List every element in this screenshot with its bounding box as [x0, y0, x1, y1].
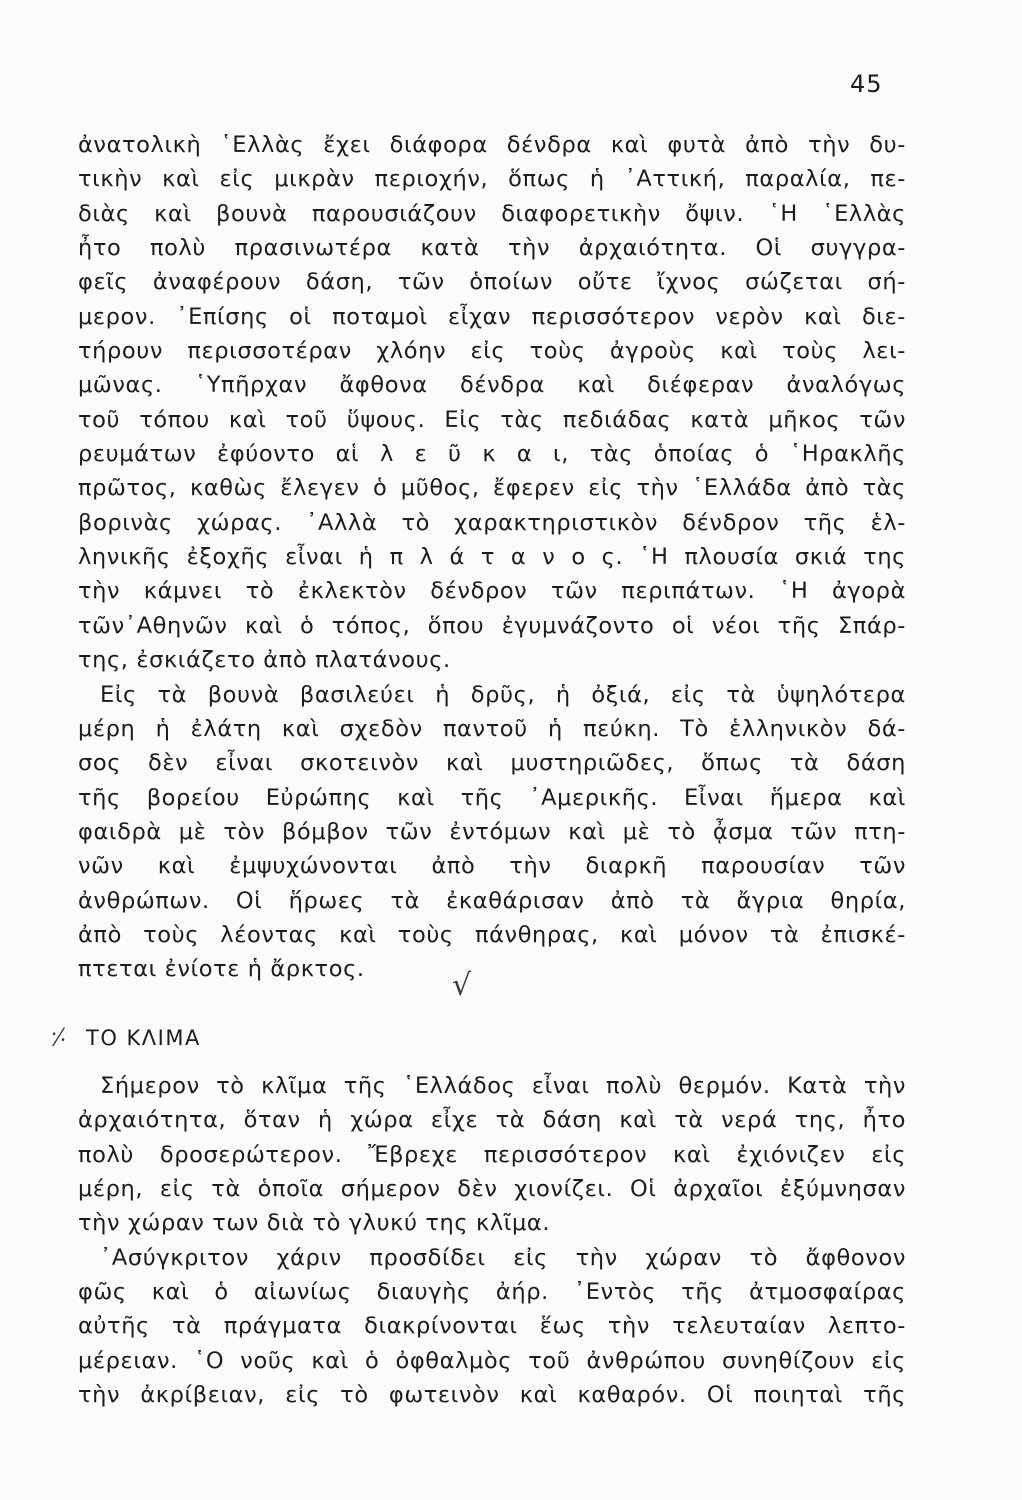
text-line: τήρουν περισσοτέραν χλόην εἰς τοὺς ἀγροὺς καὶ τοὺς λει-: [78, 338, 906, 365]
text-line: ἀρχαιότητα, ὅταν ἡ χώρα εἶχε τὰ δάση καὶ τὰ νερά της, ἦτο: [78, 1107, 906, 1134]
text-line: βορινὰς χώρας. ᾿Αλλὰ τὸ χαρακτηριστικὸν δένδρον τῆς ἑλ-: [78, 509, 906, 536]
section-heading: ΤΟ ΚΛΙΜΑ: [86, 1026, 201, 1050]
text-line: της, ἐσκιάζετο ἀπὸ πλατάνους.: [78, 647, 451, 674]
text-line: ληνικῆς ἐξοχῆς εἶναι ἡ π λ ά τ α ν ο ς. ῾Η πλουσία σκιά της: [78, 544, 906, 571]
text-line: τῆς βορείου Εὐρώπης καὶ τῆς ᾿Αμερικῆς. Εἶναι ἥμερα καὶ: [78, 784, 906, 811]
text-line: πτεται ἐνίοτε ἡ ἄρκτος.: [78, 956, 365, 983]
text-line: τὴν χώραν των διὰ τὸ γλυκύ της κλῖμα.: [78, 1210, 551, 1237]
handwritten-margin-mark: ⸓: [50, 1023, 68, 1053]
text-line: φεῖς ἀναφέρουν δάση, τῶν ὁποίων οὔτε ἴχνος σώζεται σή-: [78, 269, 906, 296]
paragraph-block-vegetation: [78, 128, 906, 987]
text-line: ἀνθρώπων. Οἱ ἥρωες τὰ ἐκαθάρισαν ἀπὸ τὰ ἄγρια θηρία,: [78, 887, 906, 914]
text-line: ἀπὸ τοὺς λέοντας καὶ τοὺς πάνθηρας, καὶ μόνον τὰ ἐπισκέ-: [78, 921, 906, 948]
text-line: μέρη, εἰς τὰ ὁποῖα σήμερον δὲν χιονίζει. Οἱ ἀρχαῖοι ἐξύμνησαν: [78, 1176, 906, 1203]
text-line: ρευμάτων ἐφύοντο αἱ λ ε ῦ κ α ι, τὰς ὁποίας ὁ ῾Ηρακλῆς: [78, 441, 906, 468]
text-line: τοῦ τόπου καὶ τοῦ ὕψους. Εἰς τὰς πεδιάδας κατὰ μῆκος τῶν: [78, 406, 906, 433]
text-line: Σήμερον τὸ κλῖμα τῆς ῾Ελλάδος εἶναι πολὺ θερμόν. Κατὰ τὴν: [100, 1073, 906, 1099]
text-line: φαιδρὰ μὲ τὸν βόμβον τῶν ἐντόμων καὶ μὲ τὸ ᾆσμα τῶν πτη-: [78, 818, 906, 845]
text-line: Εἰς τὰ βουνὰ βασιλεύει ἡ δρῦς, ἡ ὀξιά, εἰς τὰ ὑψηλότερα: [100, 681, 906, 708]
text-line: τὴν κάμνει τὸ ἐκλεκτὸν δένδρον τῶν περιπάτων. ῾Η ἀγορὰ: [78, 578, 906, 605]
text-line: πολὺ δροσερώτερον. Ἔβρεχε περισσότερον καὶ ἐχιόνιζεν εἰς: [78, 1141, 906, 1168]
text-line: πρῶτος, καθὼς ἔλεγεν ὁ μῦθος, ἔφερεν εἰς τὴν ῾Ελλάδα ἀπὸ τὰς: [78, 475, 906, 502]
paragraph-block-climate: [78, 1069, 906, 1412]
text-line: μέρη ἡ ἐλάτη καὶ σχεδὸν παντοῦ ἡ πεύκη. Τὸ ἑλληνικὸν δά-: [78, 715, 906, 742]
text-line: μέρειαν. ῾Ο νοῦς καὶ ὁ ὀφθαλμὸς τοῦ ἀνθρώπου συνηθίζουν εἰς: [78, 1347, 906, 1374]
text-line: τὴν ἀκρίβειαν, εἰς τὸ φωτεινὸν καὶ καθαρόν. Οἱ ποιηταὶ τῆς: [78, 1382, 906, 1409]
text-line: τῶν᾿Αθηνῶν καὶ ὁ τόπος, ὅπου ἐγυμνάζοντο οἱ νέοι τῆς Σπάρ-: [78, 612, 906, 639]
text-line: φῶς καὶ ὁ αἰωνίως διαυγὴς ἀήρ. ᾿Εντὸς τῆς ἀτμοσφαίρας: [78, 1279, 906, 1306]
handwritten-check-mark: √: [452, 968, 472, 1003]
text-line: σος δὲν εἶναι σκοτεινὸν καὶ μυστηριῶδες, ὅπως τὰ δάση: [78, 750, 906, 777]
text-line: ἦτο πολὺ πρασινωτέρα κατὰ τὴν ἀρχαιότητα. Οἱ συγγρα-: [78, 235, 906, 262]
text-line: μῶνας. ῾Υπῆρχαν ἄφθονα δένδρα καὶ διέφεραν ἀναλόγως: [78, 372, 906, 399]
text-line: τικὴν καὶ εἰς μικρὰν περιοχήν, ὅπως ἡ ᾿Αττική, παραλία, πε-: [78, 166, 906, 193]
text-line: νῶν καὶ ἐμψυχώνονται ἀπὸ τὴν διαρκῆ παρουσίαν τῶν: [78, 853, 906, 880]
text-line: διὰς καὶ βουνὰ παρουσιάζουν διαφορετικὴν ὄψιν. ῾Η ῾Ελλὰς: [78, 200, 906, 227]
text-line: ᾿Ασύγκριτον χάριν προσδίδει εἰς τὴν χώραν τὸ ἄφθονον: [100, 1244, 906, 1271]
text-line: αὐτῆς τὰ πράγματα διακρίνονται ἕως τὴν τελευταίαν λεπτο-: [78, 1313, 906, 1340]
text-line: μερον. ᾿Επίσης οἱ ποταμοὶ εἶχαν περισσότερον νερὸν καὶ διε-: [78, 303, 906, 330]
text-line: ἀνατολικὴ ῾Ελλὰς ἔχει διάφορα δένδρα καὶ φυτὰ ἀπὸ τὴν δυ-: [78, 132, 906, 158]
page-number: 45: [850, 70, 883, 98]
